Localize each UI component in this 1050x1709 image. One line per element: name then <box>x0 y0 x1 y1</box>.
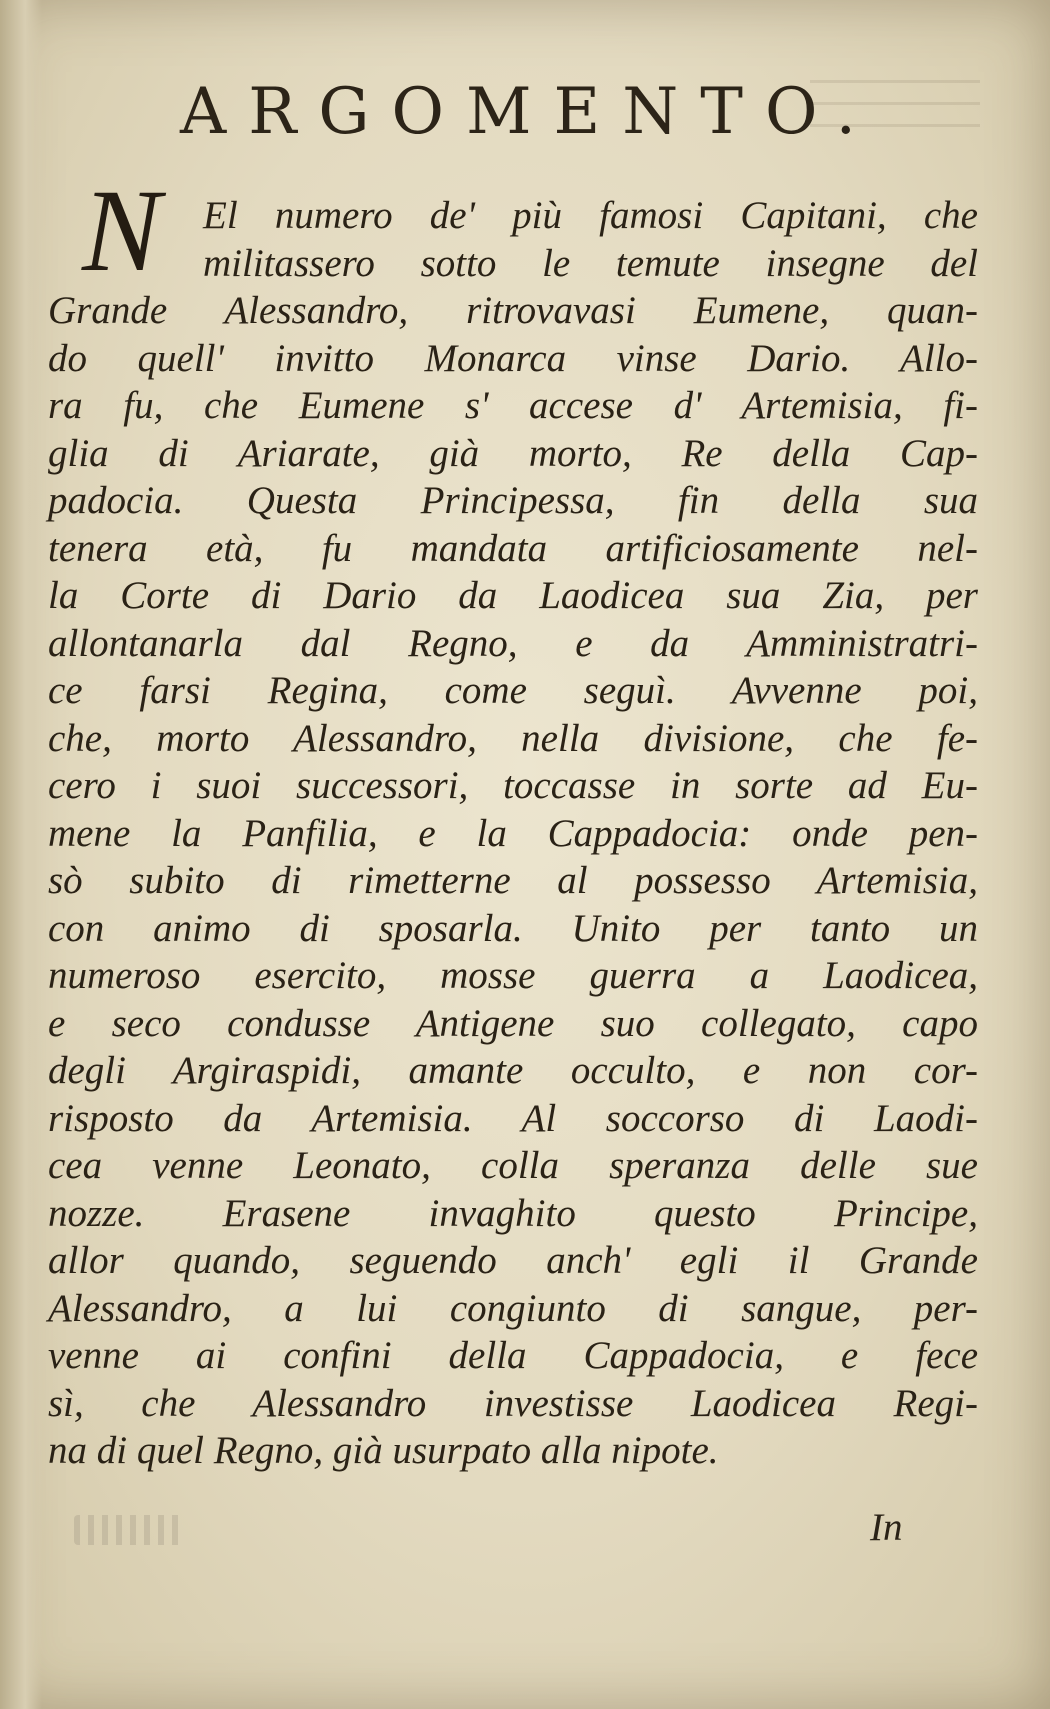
text-line: con animo di sposarla. Unito per tanto un <box>48 906 978 950</box>
text-line: militassero sotto le temute insegne del <box>203 241 978 285</box>
text-line: Grande Alessandro, ritrovavasi Eumene, quan- <box>48 289 978 332</box>
text-line: El numero de' più famosi Capitani, che <box>203 194 978 237</box>
text-line: allor quando, seguendo anch' egli il Grande <box>48 1239 978 1282</box>
text-line: do quell' invitto Monarca vinse Dario. Allo- <box>48 336 978 380</box>
text-line: numeroso esercito, mosse guerra a Laodicea, <box>48 954 978 997</box>
text-line: venne ai confini della Cappadocia, e fece <box>48 1334 978 1377</box>
text-line: glia di Ariarate, già morto, Re della Cap- <box>48 431 978 475</box>
text-line: sò subito di rimetterne al possesso Artemisia, <box>48 859 978 902</box>
catchword: In <box>870 1506 903 1549</box>
text-line: ce farsi Regina, come seguì. Avvenne poi, <box>48 669 978 712</box>
library-stamp <box>74 1515 184 1545</box>
text-line: la Corte di Dario da Laodicea sua Zia, per <box>48 574 978 617</box>
text-line: allontanarla dal Regno, e da Amministratri- <box>48 621 978 665</box>
text-line: che, morto Alessandro, nella divisione, che fe- <box>48 716 978 760</box>
text-line: degli Argiraspidi, amante occulto, e non cor- <box>48 1049 978 1092</box>
text-line: mene la Panfilia, e la Cappadocia: onde pen- <box>48 811 978 855</box>
page-gutter <box>0 0 42 1709</box>
drop-cap: N <box>82 165 161 296</box>
text-line: risposto da Artemisia. Al soccorso di Laodi- <box>48 1096 978 1140</box>
text-line: cea venne Leonato, colla speranza delle sue <box>48 1144 978 1187</box>
text-line: sì, che Alessandro investisse Laodicea Regi- <box>48 1381 978 1425</box>
text-line: na di quel Regno, già usurpato alla nipote. <box>48 1429 719 1472</box>
text-line: nozze. Erasene invaghito questo Principe, <box>48 1191 978 1235</box>
text-line: cero i suoi successori, toccasse in sorte ad Eu- <box>48 764 978 807</box>
text-line: Alessandro, a lui congiunto di sangue, per- <box>48 1286 978 1330</box>
text-line: padocia. Questa Principessa, fin della sua <box>48 479 978 522</box>
text-line: ra fu, che Eumene s' accese d' Artemisia, fi- <box>48 384 978 427</box>
page-title: ARGOMENTO. <box>180 75 878 149</box>
text-line: e seco condusse Antigene suo collegato, capo <box>48 1001 978 1045</box>
text-line: tenera età, fu mandata artificiosamente nel- <box>48 526 978 570</box>
body-text <box>48 192 978 1475</box>
